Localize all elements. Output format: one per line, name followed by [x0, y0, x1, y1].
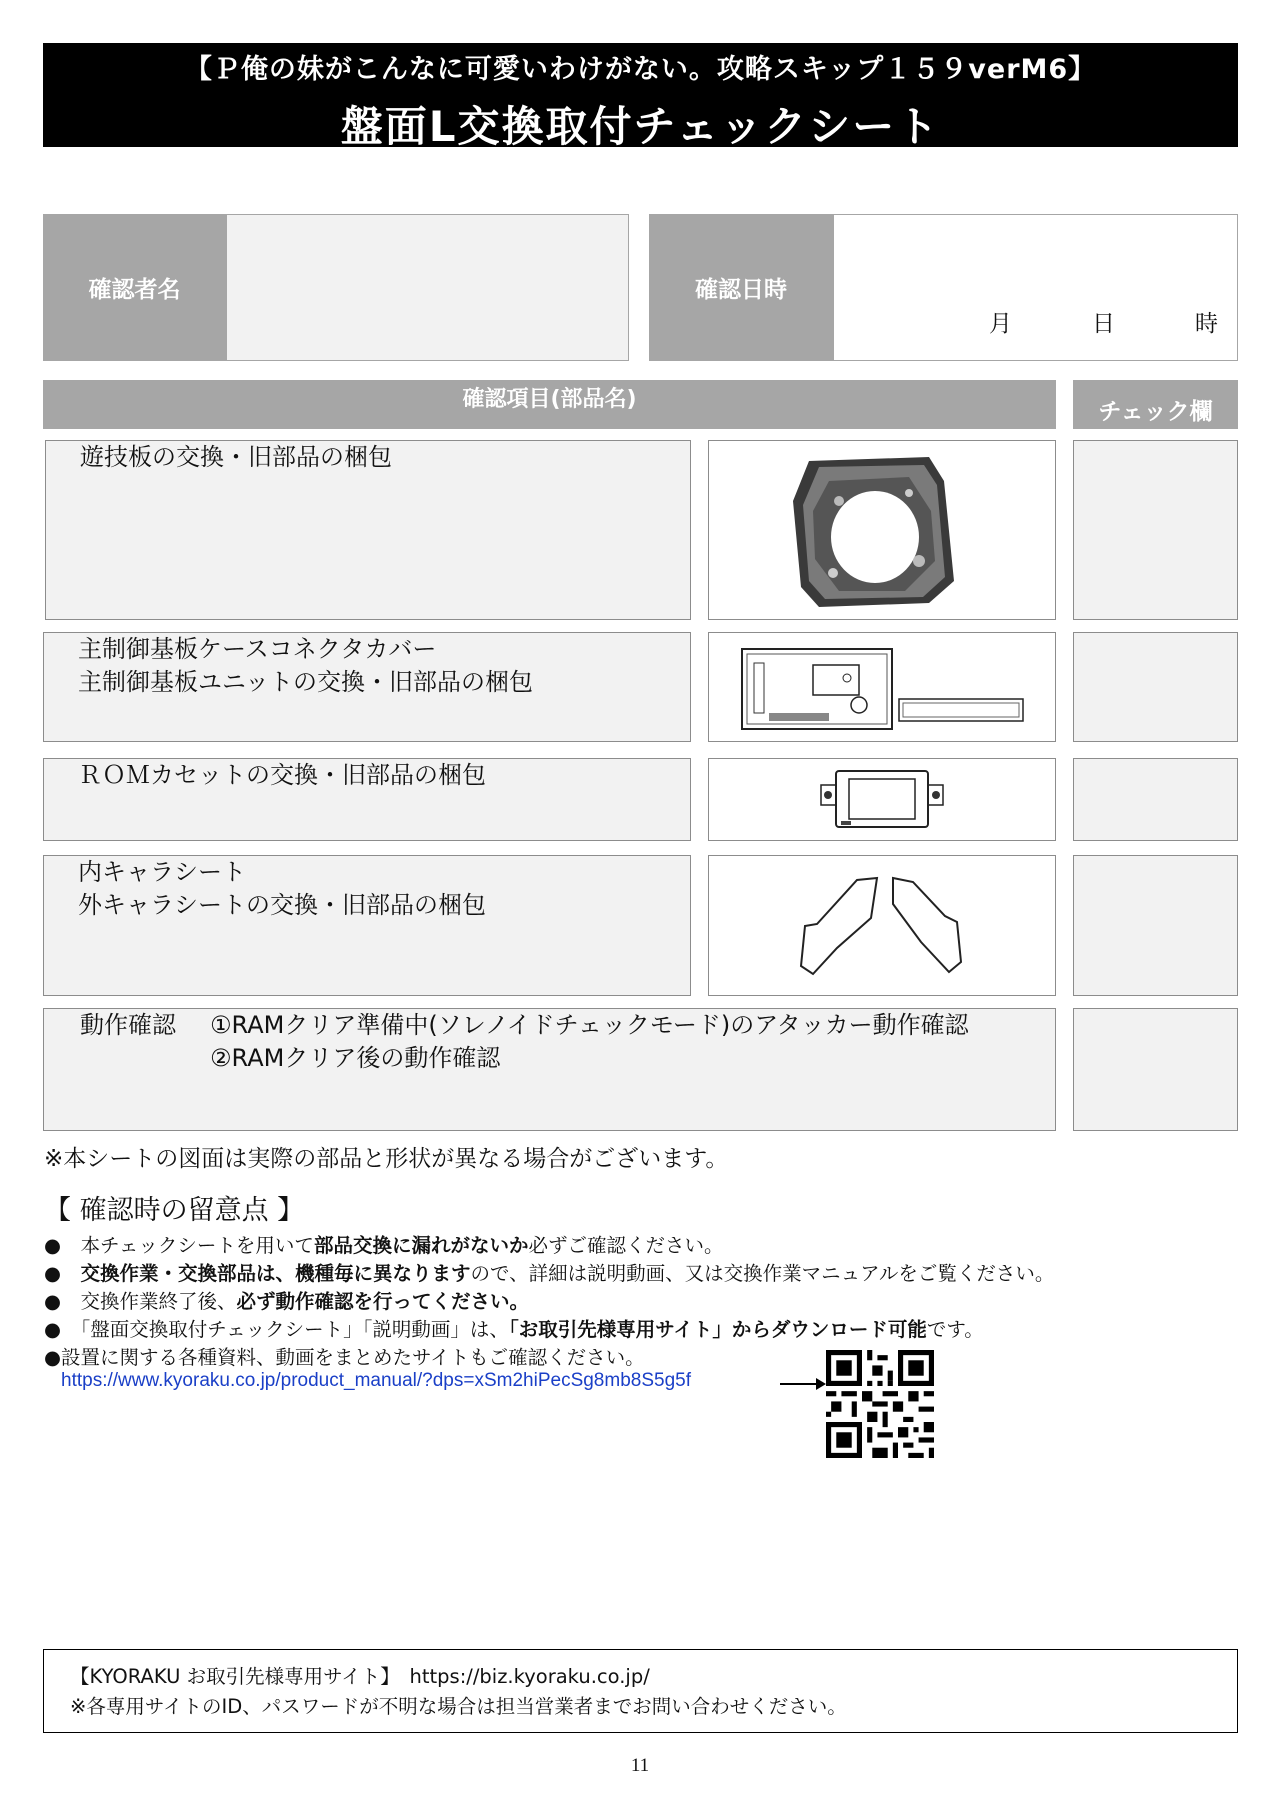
check-item-row [43, 855, 691, 996]
part-image-box [708, 758, 1056, 841]
rom-cassette-icon [709, 759, 1057, 842]
item-text-line1: 遊技板の交換・旧部品の梱包 [80, 443, 392, 471]
part-image-box [708, 632, 1056, 742]
checkbox-cell[interactable] [1073, 1008, 1238, 1131]
page-title: 盤面L交換取付チェックシート [340, 102, 941, 151]
checker-name-label: 確認者名 [43, 214, 226, 361]
page-number: 11 [630, 1755, 650, 1776]
check-item-row [43, 758, 691, 841]
operation-label: 動作確認 [80, 1011, 176, 1039]
date-hour-label: 時 [1195, 311, 1218, 337]
check-date-label: 確認日時 [649, 214, 833, 361]
note-item: ● 「盤面交換取付チェックシート」「説明動画」は、「お取引先様専用サイト」からダウンロード可能です。 [44, 1318, 984, 1341]
check-column-header: チェック欄 [1073, 380, 1238, 429]
footer-contact-line: ※各専用サイトのID、パスワードが不明な場合は担当営業者までお問い合わせください。 [70, 1695, 847, 1718]
disclaimer-text: ※本シートの図面は実際の部品と形状が異なる場合がございます。 [44, 1146, 729, 1172]
game-board-icon [709, 441, 1057, 621]
checkbox-cell[interactable] [1073, 855, 1238, 996]
character-sheet-icon [709, 856, 1057, 997]
date-day-label: 日 [1092, 311, 1115, 337]
note-item: ● 交換作業終了後、必ず動作確認を行ってください。 [44, 1290, 530, 1313]
header-subtitle: 【Ｐ俺の妹がこんなに可愛いわけがない。攻略スキップ１５９verM6】 [184, 54, 1097, 85]
item-text-line1: 内キャラシート [78, 858, 246, 886]
note-item: ●設置に関する各種資料、動画をまとめたサイトもご確認ください。 [44, 1346, 645, 1369]
check-item-row [45, 440, 691, 620]
part-image-box [708, 855, 1056, 996]
item-text-line1: 主制御基板ケースコネクタカバー [78, 635, 437, 663]
item-text-line2: 主制御基板ユニットの交換・旧部品の梱包 [78, 668, 534, 696]
product-manual-link[interactable]: https://www.kyoraku.co.jp/product_manual/?dps=xSm2hiPecSg8mb8S5g5f [61, 1370, 691, 1391]
qr-code-icon[interactable] [826, 1350, 934, 1458]
check-item-row [43, 632, 691, 742]
check-date-field[interactable] [833, 214, 1238, 361]
note-item: ● 交換作業・交換部品は、機種毎に異なりますので、詳細は説明動画、又は交換作業マニュアルをご覧ください。 [44, 1262, 1055, 1285]
operation-item-1: ①RAMクリア準備中(ソレノイドチェックモード)のアタッカー動作確認 [210, 1011, 969, 1039]
operation-check-row [43, 1008, 1056, 1131]
checkbox-cell[interactable] [1073, 758, 1238, 841]
page-header [43, 43, 1238, 151]
part-image-box [708, 440, 1056, 620]
checkbox-cell[interactable] [1073, 632, 1238, 742]
note-item: ● 本チェックシートを用いて部品交換に漏れがないか必ずご確認ください。 [44, 1234, 724, 1257]
notes-title: 【 確認時の留意点 】 [44, 1195, 305, 1226]
footer-box [43, 1649, 1238, 1733]
checker-name-field[interactable] [226, 214, 629, 361]
operation-item-2: ②RAMクリア後の動作確認 [210, 1044, 501, 1072]
checkbox-cell[interactable] [1073, 440, 1238, 620]
notes-list [44, 1232, 1234, 1372]
control-board-icon [709, 633, 1057, 743]
items-header: 確認項目(部品名) [43, 380, 1056, 429]
item-text-line2: 外キャラシートの交換・旧部品の梱包 [78, 891, 486, 919]
footer-site-line: 【KYORAKU お取引先様専用サイト】 https://biz.kyoraku.co.jp/ [70, 1665, 650, 1688]
item-text-line1: ＲＯＭカセットの交換・旧部品の梱包 [78, 761, 486, 789]
date-month-label: 月 [989, 311, 1012, 337]
arrow-right-icon [780, 1376, 826, 1392]
